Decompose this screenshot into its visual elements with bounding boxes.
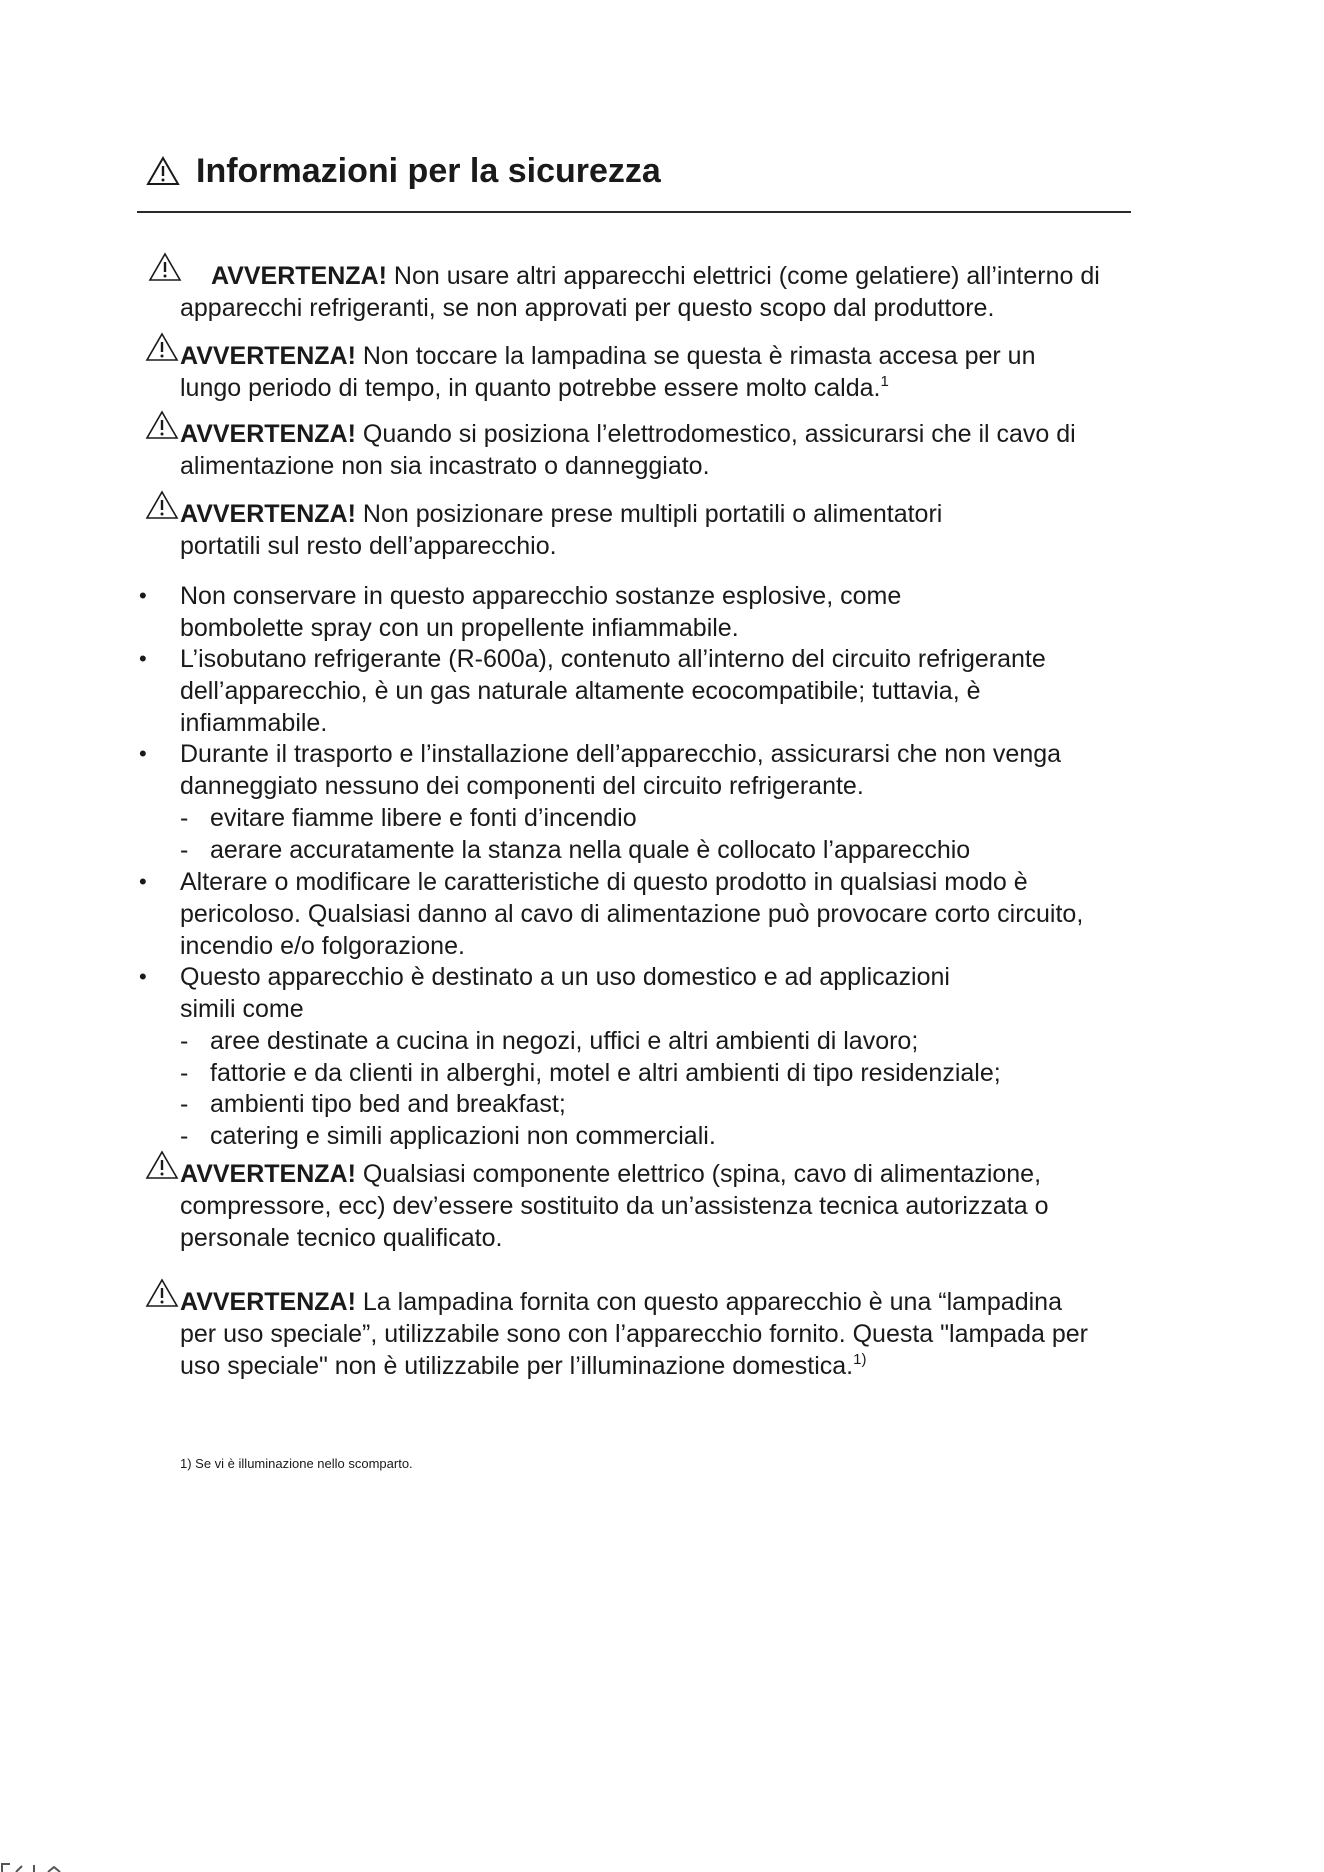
dash-mark: - bbox=[180, 804, 189, 832]
warning-label: AVVERTENZA! bbox=[180, 1288, 356, 1316]
footnote-reference: 1) bbox=[853, 1351, 867, 1368]
warning-text: Non posizionare prese multipli portatili o alimentatori bbox=[362, 500, 943, 528]
bullet-mark: • bbox=[139, 869, 147, 894]
warning-5 bbox=[180, 1158, 1041, 1190]
warning-2 bbox=[180, 340, 1036, 372]
bullet-5-subitem-4: catering e simili applicazioni non commerciali. bbox=[210, 1122, 716, 1150]
scan-edge-mark bbox=[0, 1860, 90, 1872]
warning-triangle-icon bbox=[145, 332, 179, 362]
bullet-mark: • bbox=[139, 646, 147, 671]
warning-triangle-icon bbox=[146, 156, 180, 186]
bullet-2-line-2: dell’apparecchio, è un gas naturale altamente ecocompatibile; tuttavia, è bbox=[180, 677, 981, 705]
bullet-3-line-2: danneggiato nessuno dei componenti del circuito refrigerante. bbox=[180, 772, 864, 800]
warning-text: lungo periodo di tempo, in quanto potrebbe essere molto calda. bbox=[180, 374, 881, 402]
warning-triangle-icon bbox=[145, 490, 179, 520]
warning-text: Non usare altri apparecchi elettrici (come gelatiere) all’interno di bbox=[393, 262, 1100, 290]
warning-1-line-2: apparecchi refrigeranti, se non approvati per questo scopo dal produttore. bbox=[180, 294, 995, 322]
dash-mark: - bbox=[180, 1090, 189, 1118]
warning-triangle-icon bbox=[145, 1150, 179, 1180]
dash-mark: - bbox=[180, 1122, 189, 1150]
warning-label: AVVERTENZA! bbox=[180, 420, 356, 448]
warning-label: AVVERTENZA! bbox=[211, 262, 387, 290]
warning-label: AVVERTENZA! bbox=[180, 1160, 356, 1188]
warning-1 bbox=[211, 260, 1100, 292]
warning-6 bbox=[180, 1286, 1062, 1318]
footnote: 1) Se vi è illuminazione nello scomparto. bbox=[180, 1456, 413, 1471]
warning-triangle-icon bbox=[148, 252, 182, 282]
dash-mark: - bbox=[180, 836, 189, 864]
bullet-2-line-3: infiammabile. bbox=[180, 709, 328, 737]
warning-label: AVVERTENZA! bbox=[180, 500, 356, 528]
bullet-4-line-3: incendio e/o folgorazione. bbox=[180, 932, 465, 960]
bullet-1-line-1: Non conservare in questo apparecchio sostanze esplosive, come bbox=[180, 582, 902, 610]
warning-4-line-2: portatili sul resto dell’apparecchio. bbox=[180, 532, 557, 560]
footnote-reference: 1 bbox=[880, 373, 889, 390]
page-title: Informazioni per la sicurezza bbox=[196, 152, 661, 190]
bullet-2-line-1: L’isobutano refrigerante (R-600a), contenuto all’interno del circuito refrigerante bbox=[180, 645, 1046, 673]
warning-text: Quando si posiziona l’elettrodomestico, assicurarsi che il cavo di bbox=[362, 420, 1076, 448]
warning-3 bbox=[180, 418, 1076, 450]
bullet-5-subitem-1: aree destinate a cucina in negozi, uffici e altri ambienti di lavoro; bbox=[210, 1027, 919, 1055]
bullet-5-line-2: simili come bbox=[180, 995, 304, 1023]
warning-6-line-3 bbox=[180, 1350, 866, 1382]
bullet-5-line-1: Questo apparecchio è destinato a un uso domestico e ad applicazioni bbox=[180, 963, 950, 991]
warning-3-line-2: alimentazione non sia incastrato o danneggiato. bbox=[180, 452, 710, 480]
warning-text: Non toccare la lampadina se questa è rimasta accesa per un bbox=[362, 342, 1036, 370]
warning-text: uso speciale" non è utilizzabile per l’illuminazione domestica. bbox=[180, 1352, 854, 1380]
warning-2-line-2 bbox=[180, 372, 889, 404]
bullet-1-line-2: bombolette spray con un propellente infiammabile. bbox=[180, 614, 739, 642]
warning-text: La lampadina fornita con questo apparecchio è una “lampadina bbox=[362, 1288, 1062, 1316]
warning-4 bbox=[180, 498, 942, 530]
title-divider bbox=[137, 211, 1131, 213]
warning-text: Qualsiasi componente elettrico (spina, cavo di alimentazione, bbox=[362, 1160, 1042, 1188]
warning-triangle-icon bbox=[145, 410, 179, 440]
warning-6-line-2: per uso speciale”, utilizzabile sono con l’apparecchio fornito. Questa "lampada per bbox=[180, 1320, 1088, 1348]
bullet-5-subitem-3: ambienti tipo bed and breakfast; bbox=[210, 1090, 566, 1118]
dash-mark: - bbox=[180, 1059, 189, 1087]
bullet-mark: • bbox=[139, 741, 147, 766]
bullet-5-subitem-2: fattorie e da clienti in alberghi, motel e altri ambienti di tipo residenziale; bbox=[210, 1059, 1001, 1087]
warning-5-line-2: compressore, ecc) dev’essere sostituito da un’assistenza tecnica autorizzata o bbox=[180, 1192, 1049, 1220]
bullet-3-subitem-1: evitare fiamme libere e fonti d’incendio bbox=[210, 804, 637, 832]
bullet-3-line-1: Durante il trasporto e l’installazione dell’apparecchio, assicurarsi che non venga bbox=[180, 740, 1062, 768]
bullet-mark: • bbox=[139, 964, 147, 989]
bullet-4-line-2: pericoloso. Qualsiasi danno al cavo di alimentazione può provocare corto circuito, bbox=[180, 900, 1084, 928]
dash-mark: - bbox=[180, 1027, 189, 1055]
warning-triangle-icon bbox=[145, 1278, 179, 1308]
bullet-4-line-1: Alterare o modificare le caratteristiche di questo prodotto in qualsiasi modo è bbox=[180, 868, 1028, 896]
bullet-3-subitem-2: aerare accuratamente la stanza nella quale è collocato l’apparecchio bbox=[210, 836, 971, 864]
warning-5-line-3: personale tecnico qualificato. bbox=[180, 1224, 503, 1252]
bullet-mark: • bbox=[139, 583, 147, 608]
warning-label: AVVERTENZA! bbox=[180, 342, 356, 370]
